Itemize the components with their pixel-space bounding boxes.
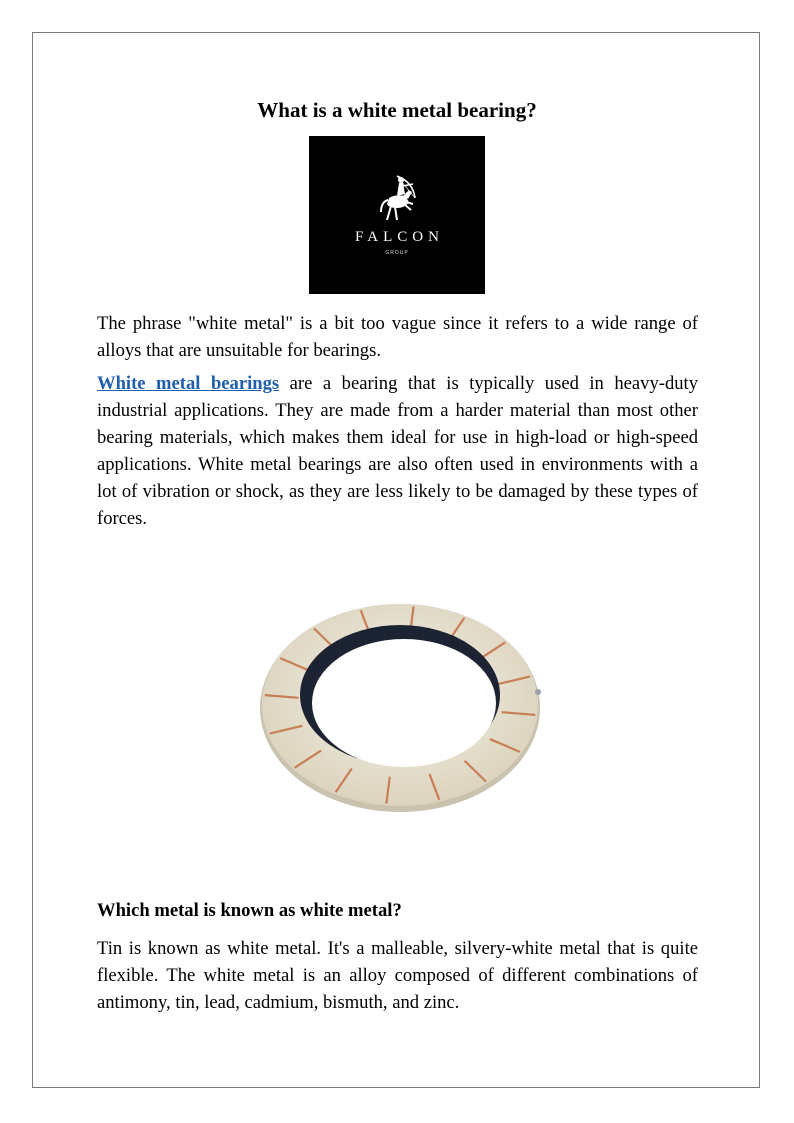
bearings-paragraph — [97, 370, 698, 532]
white-metal-bearings-link[interactable]: White metal bearings — [97, 373, 280, 394]
section-paragraph: Tin is known as white metal. It's a malleable, silvery-white metal that is quite flexible. The white metal is an alloy composed of different combinations of antimony, tin, lead, cadmium, bismuth, and zinc. — [97, 938, 698, 1013]
bearings-paragraph-text: are a bearing that is typically used in heavy-duty industrial applications. They are made from a harder material than most other bearing materials, which makes them ideal for use in high-load or high-speed applications. White metal bearings are also often used in environments with a lot of vibration or shock, as they are less likely to be damaged by these types of forces. — [97, 373, 699, 529]
logo-subtitle: GROUP — [385, 250, 409, 256]
page-title: What is a white metal bearing? — [257, 98, 537, 122]
bearing-image — [250, 590, 550, 840]
centaur-archer-icon — [309, 136, 485, 294]
intro-paragraph: The phrase "white metal" is a bit too vague since it refers to a wide range of alloys that are unsuitable for bearings. — [97, 313, 698, 361]
logo-wordmark: FALCON — [355, 229, 444, 245]
section-heading: Which metal is known as white metal? — [97, 900, 402, 921]
falcon-logo — [309, 136, 485, 294]
